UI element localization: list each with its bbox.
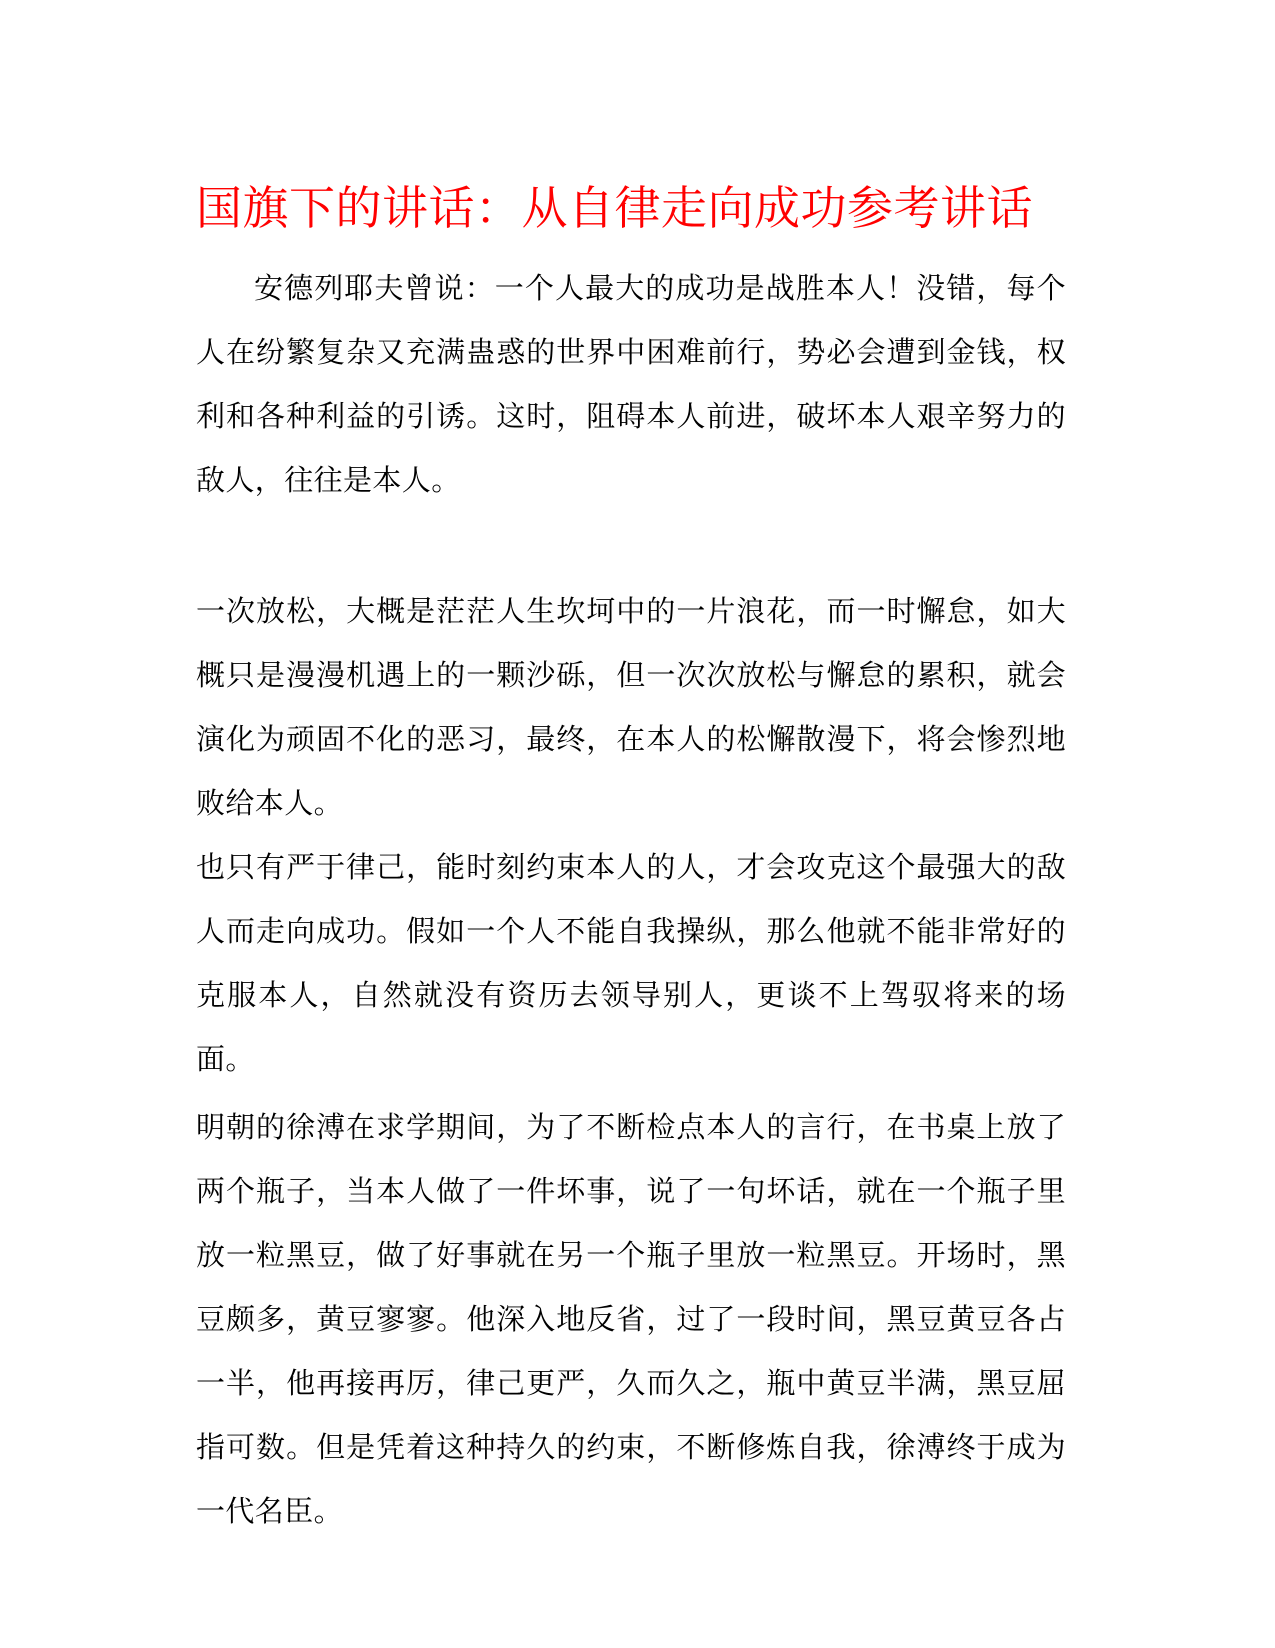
paragraph-4: 明朝的徐溥在求学期间，为了不断检点本人的言行，在书桌上放了两个瓶子，当本人做了一件坏事，说了一句坏话，就在一个瓶子里放一粒黑豆，做了好事就在另一个瓶子里放一粒黑豆。开场时，黑豆颇多，黄豆寥寥。他深入地反省，过了一段时间，黑豆黄豆各占一半，他再接再厉，律己更严，久而久之，瓶中黄豆半满，黑豆屈指可数。但是凭着这种持久的约束，不断修炼自我，徐溥终于成为一代名臣。 <box>196 1110 1066 1528</box>
paragraph-2: 一次放松，大概是茫茫人生坎坷中的一片浪花，而一时懈怠，如大概只是漫漫机遇上的一颗沙砾，但一次次放松与懈怠的累积，就会演化为顽固不化的恶习，最终，在本人的松懈散漫下，将会惨烈地败给本人。 <box>196 594 1066 820</box>
paragraph-1: 安德列耶夫曾说：一个人最大的成功是战胜本人！没错，每个人在纷繁复杂又充满蛊惑的世界中困难前行，势必会遭到金钱，权利和各种利益的引诱。这时，阻碍本人前进，破坏本人艰辛努力的敌人，往往是本人。 <box>196 271 1066 497</box>
document-title: 国旗下的讲话：从自律走向成功参考讲话 <box>196 181 1033 235</box>
paragraph-3: 也只有严于律己，能时刻约束本人的人，才会攻克这个最强大的敌人而走向成功。假如一个人不能自我操纵，那么他就不能非常好的克服本人，自然就没有资历去领导别人，更谈不上驾驭将来的场面。 <box>196 850 1066 1076</box>
